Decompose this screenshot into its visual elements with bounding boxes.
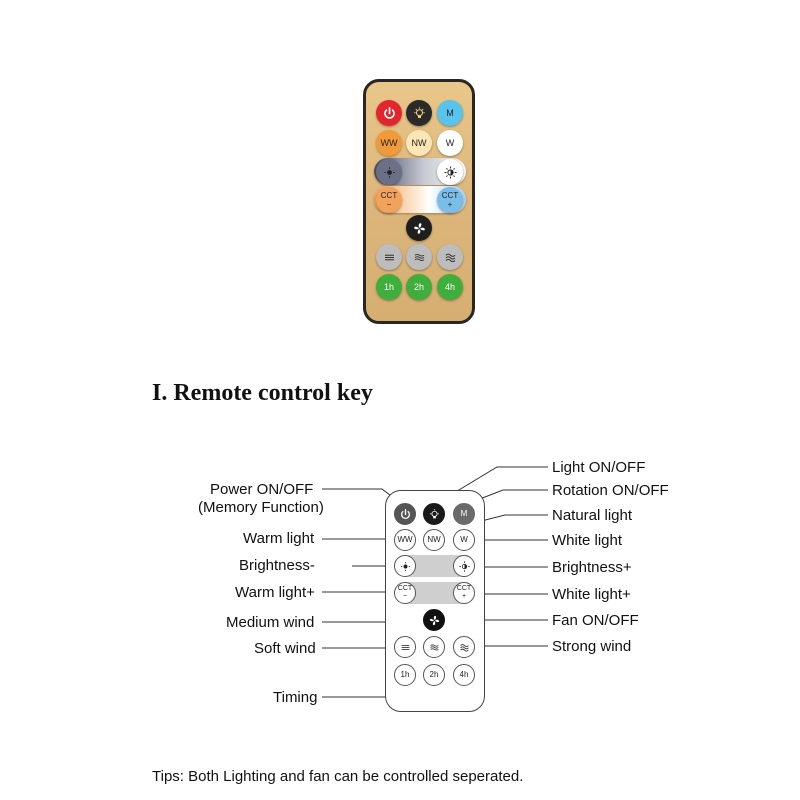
- fan-icon: [428, 614, 441, 627]
- photo-warm-button: WW: [376, 130, 402, 156]
- diagram-strong-wind-button: [453, 636, 475, 658]
- photo-white-button: W: [437, 130, 463, 156]
- label-rotation-on-off: Rotation ON/OFF: [552, 482, 669, 499]
- label-strong-wind: Strong wind: [552, 638, 632, 655]
- remote-diagram: [385, 490, 485, 712]
- brightness-down-icon: [399, 560, 412, 573]
- label-light-on-off: Light ON/OFF: [552, 459, 646, 476]
- photo-natural-button: NW: [406, 130, 432, 156]
- section-heading: I. Remote control key: [152, 380, 373, 406]
- diagram-brightness-plus-button: [453, 555, 475, 577]
- label-natural-light: Natural light: [552, 507, 633, 524]
- diagram-mode-button: M: [453, 503, 475, 525]
- diagram-timer-1h-button: 1h: [394, 664, 416, 686]
- photo-timer-1h-button: 1h: [376, 274, 402, 300]
- diagram-timer-2h-button: 2h: [423, 664, 445, 686]
- strong-wind-icon: [458, 641, 471, 654]
- label-timing: Timing: [273, 689, 318, 706]
- diagram-white-button: W: [453, 529, 475, 551]
- photo-timer-4h-button: 4h: [437, 274, 463, 300]
- power-icon: [399, 508, 412, 521]
- diagram-cct-plus-button: CCT +: [453, 582, 475, 604]
- diagram-warm-button: WW: [394, 529, 416, 551]
- label-memory-function: (Memory Function): [198, 499, 324, 516]
- photo-mode-button: M: [437, 100, 463, 126]
- label-warm-light-plus: Warm light+: [235, 584, 315, 601]
- diagram-light-button: [423, 503, 445, 525]
- diagram-brightness-minus-button: [394, 555, 416, 577]
- diagram-fan-button: [423, 609, 445, 631]
- diagram-medium-wind-button: [423, 636, 445, 658]
- label-brightness-plus: Brightness+: [552, 559, 632, 576]
- diagram-timer-4h-button: 4h: [453, 664, 475, 686]
- soft-wind-icon: [399, 641, 412, 654]
- photo-cct-minus-button: CCT −: [376, 187, 402, 213]
- photo-timer-2h-button: 2h: [406, 274, 432, 300]
- diagram-natural-button: NW: [423, 529, 445, 551]
- bulb-icon: [428, 508, 441, 521]
- medium-wind-icon: [428, 641, 441, 654]
- photo-cct-plus-button: CCT +: [437, 187, 463, 213]
- label-fan-on-off: Fan ON/OFF: [552, 612, 639, 629]
- label-warm-light: Warm light: [243, 530, 315, 547]
- label-brightness-minus: Brightness-: [239, 557, 315, 574]
- diagram-cct-minus-button: CCT −: [394, 582, 416, 604]
- label-medium-wind: Medium wind: [226, 614, 315, 631]
- diagram-power-button: [394, 503, 416, 525]
- label-white-light-plus: White light+: [552, 586, 631, 603]
- label-white-light: White light: [552, 532, 623, 549]
- label-power: Power ON/OFF: [210, 481, 314, 498]
- brightness-up-icon: [458, 560, 471, 573]
- label-soft-wind: Soft wind: [254, 640, 316, 657]
- diagram-soft-wind-button: [394, 636, 416, 658]
- tips-text: Tips: Both Lighting and fan can be controlled seperated.: [152, 768, 524, 785]
